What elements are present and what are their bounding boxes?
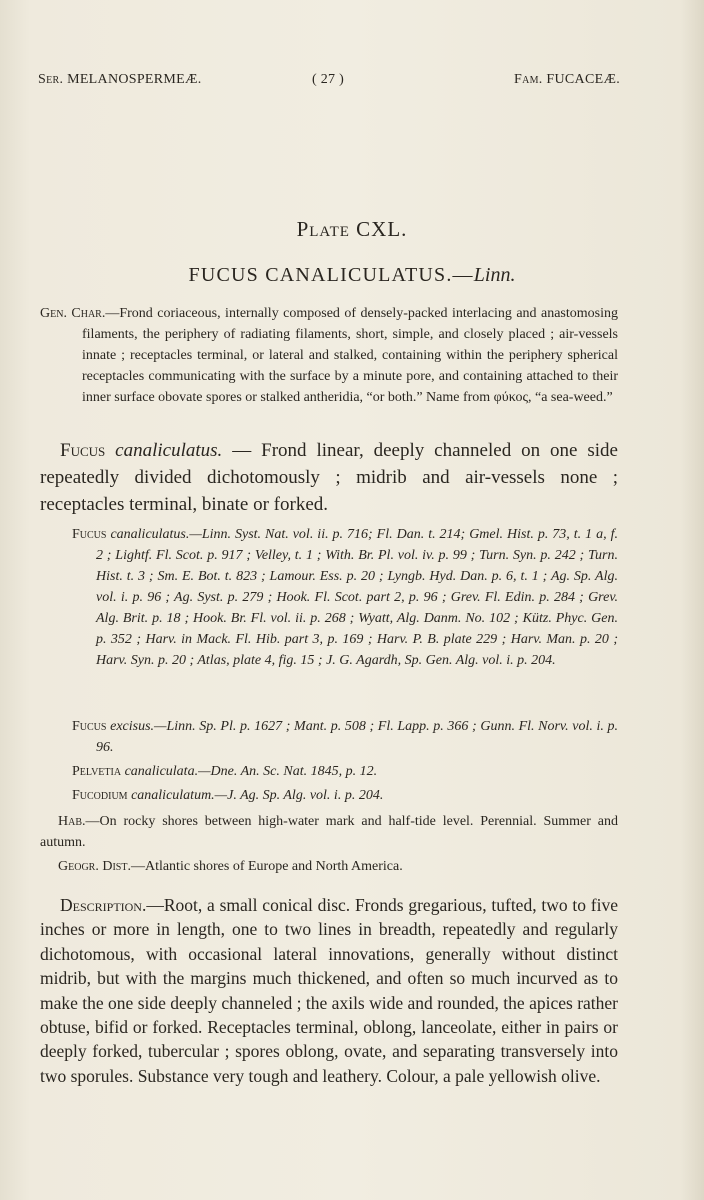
synonym-citations: excisus.—Linn. Sp. Pl. p. 1627 ; Mant. p. 508 ; Fl. Lapp. p. 366 ; Gunn. Fl. Norv. vol. i. p. 96. <box>96 719 618 755</box>
synonym-citations: canaliculata.—Dne. An. Sc. Nat. 1845, p. 12. <box>121 764 378 779</box>
synonym-genus: Pelvetia <box>72 764 122 779</box>
species-diagnosis <box>40 437 618 518</box>
page-number: ( 27 ) <box>312 72 345 87</box>
species-heading <box>0 264 704 287</box>
species-name: FUCUS CANALICULATUS.— <box>188 264 474 286</box>
gen-char-label: Gen. Char. <box>40 306 106 321</box>
habitat <box>40 811 618 853</box>
synonym-citations: canaliculatus.—Linn. Syst. Nat. vol. ii. p. 716; Fl. Dan. t. 214; Gmel. Hist. p. 73, t. 1 a, f. 2 ; Lightf. Fl. Scot. p. 917 ; Velley, t. 1 ; With. Br. Pl. vol. iv. p. 99 ; Turn. Syn. p. 242 ; Turn. Hist. t. 3 ; Sm. E. Bot. t. 823 ; Lamour. Ess. p. 20 ; Lyngb. Hyd. Dan. p. 6, t. 1 ; Ag. Sp. Alg. vol. i. p. 96 ; Ag. Syst. p. 279 ; Hook. Fl. Scot. part 2, p. 96 ; Grev. Fl. Edin. p. 284 ; Grev. Alg. Brit. p. 18 ; Hook. Br. Fl. vol. ii. p. 268 ; Wyatt, Alg. Danm. No. 102 ; Kütz. Phyc. Gen. p. 352 ; Harv. in Mack. Fl. Hib. part 3, p. 169 ; Harv. P. B. plate 229 ; Harv. Man. p. 20 ; Harv. Syn. p. 20 ; Atlas, plate 4, fig. 15 ; J. G. Agardh, Sp. Gen. Alg. vol. i. p. 204. <box>96 527 618 668</box>
description-text: —Root, a small conical disc. Fronds gregarious, tufted, two to five inches or more in length, one to two lines in breadth, repeatedly and regularly dichotomous, with occasional lateral innovations, generally without distinct midrib, but with the margins much thickened, and often so much incurved as to make the one side deeply channeled ; the axils wide and rounded, the apices rather obtuse, bifid or forked. Receptacles terminal, oblong, lanceolate, either in pairs or deeply forked, tubercular ; spores oblong, ovate, and separating transversely into two sporules. Substance very tough and leathery. Colour, a pale yellowish olive. <box>40 895 618 1086</box>
description <box>40 893 618 1088</box>
generic-character <box>40 303 618 408</box>
plate-title: Plate CXL. <box>296 217 408 241</box>
geography-text: —Atlantic shores of Europe and North America. <box>130 859 403 874</box>
synonym-entry <box>72 716 618 758</box>
synonym-entry <box>72 524 618 671</box>
synonym-genus: Fucus <box>72 527 107 542</box>
geography-label: Geogr. Dist. <box>58 859 131 874</box>
habitat-text: —On rocky shores between high-water mark and half-tide level. Perennial. Summer and autumn. <box>40 814 618 850</box>
diagnosis-genus: Fucus <box>60 440 106 461</box>
habitat-label: Hab. <box>58 814 86 829</box>
running-head-family: Fam. FUCACEÆ. <box>513 72 620 87</box>
synonym-citations: canaliculatum.—J. Ag. Sp. Alg. vol. i. p. 204. <box>127 788 384 803</box>
synonym-entry <box>72 761 618 782</box>
species-authority: Linn. <box>473 264 516 286</box>
diagnosis-species: canaliculatus. <box>115 440 223 461</box>
synonym-genus: Fucodium <box>72 788 128 803</box>
synonym-entry <box>72 785 618 806</box>
geographic-distribution <box>40 856 618 877</box>
description-label: Description. <box>60 895 147 915</box>
synonym-genus: Fucus <box>72 719 107 734</box>
diagnosis-text: — Frond linear, deeply channeled on one side repeatedly divided dichotomously ; midrib and air-vessels none ; receptacles terminal, binate or forked. <box>40 440 618 515</box>
running-head-series: Ser. MELANOSPERMEÆ. <box>38 72 202 87</box>
gen-char-text: —Frond coriaceous, internally composed of densely-packed interlacing and anastomosing filaments, the periphery of radiating filaments, short, simple, and closely placed ; air-vessels innate ; receptacles terminal, or lateral and stalked, containing within the periphery spherical receptacles communicating with the surface by a minute pore, and containing attached to their inner surface obovate spores or stalked antheridia, “or both.” Name from φύκος, “a sea-weed.” <box>82 306 618 405</box>
